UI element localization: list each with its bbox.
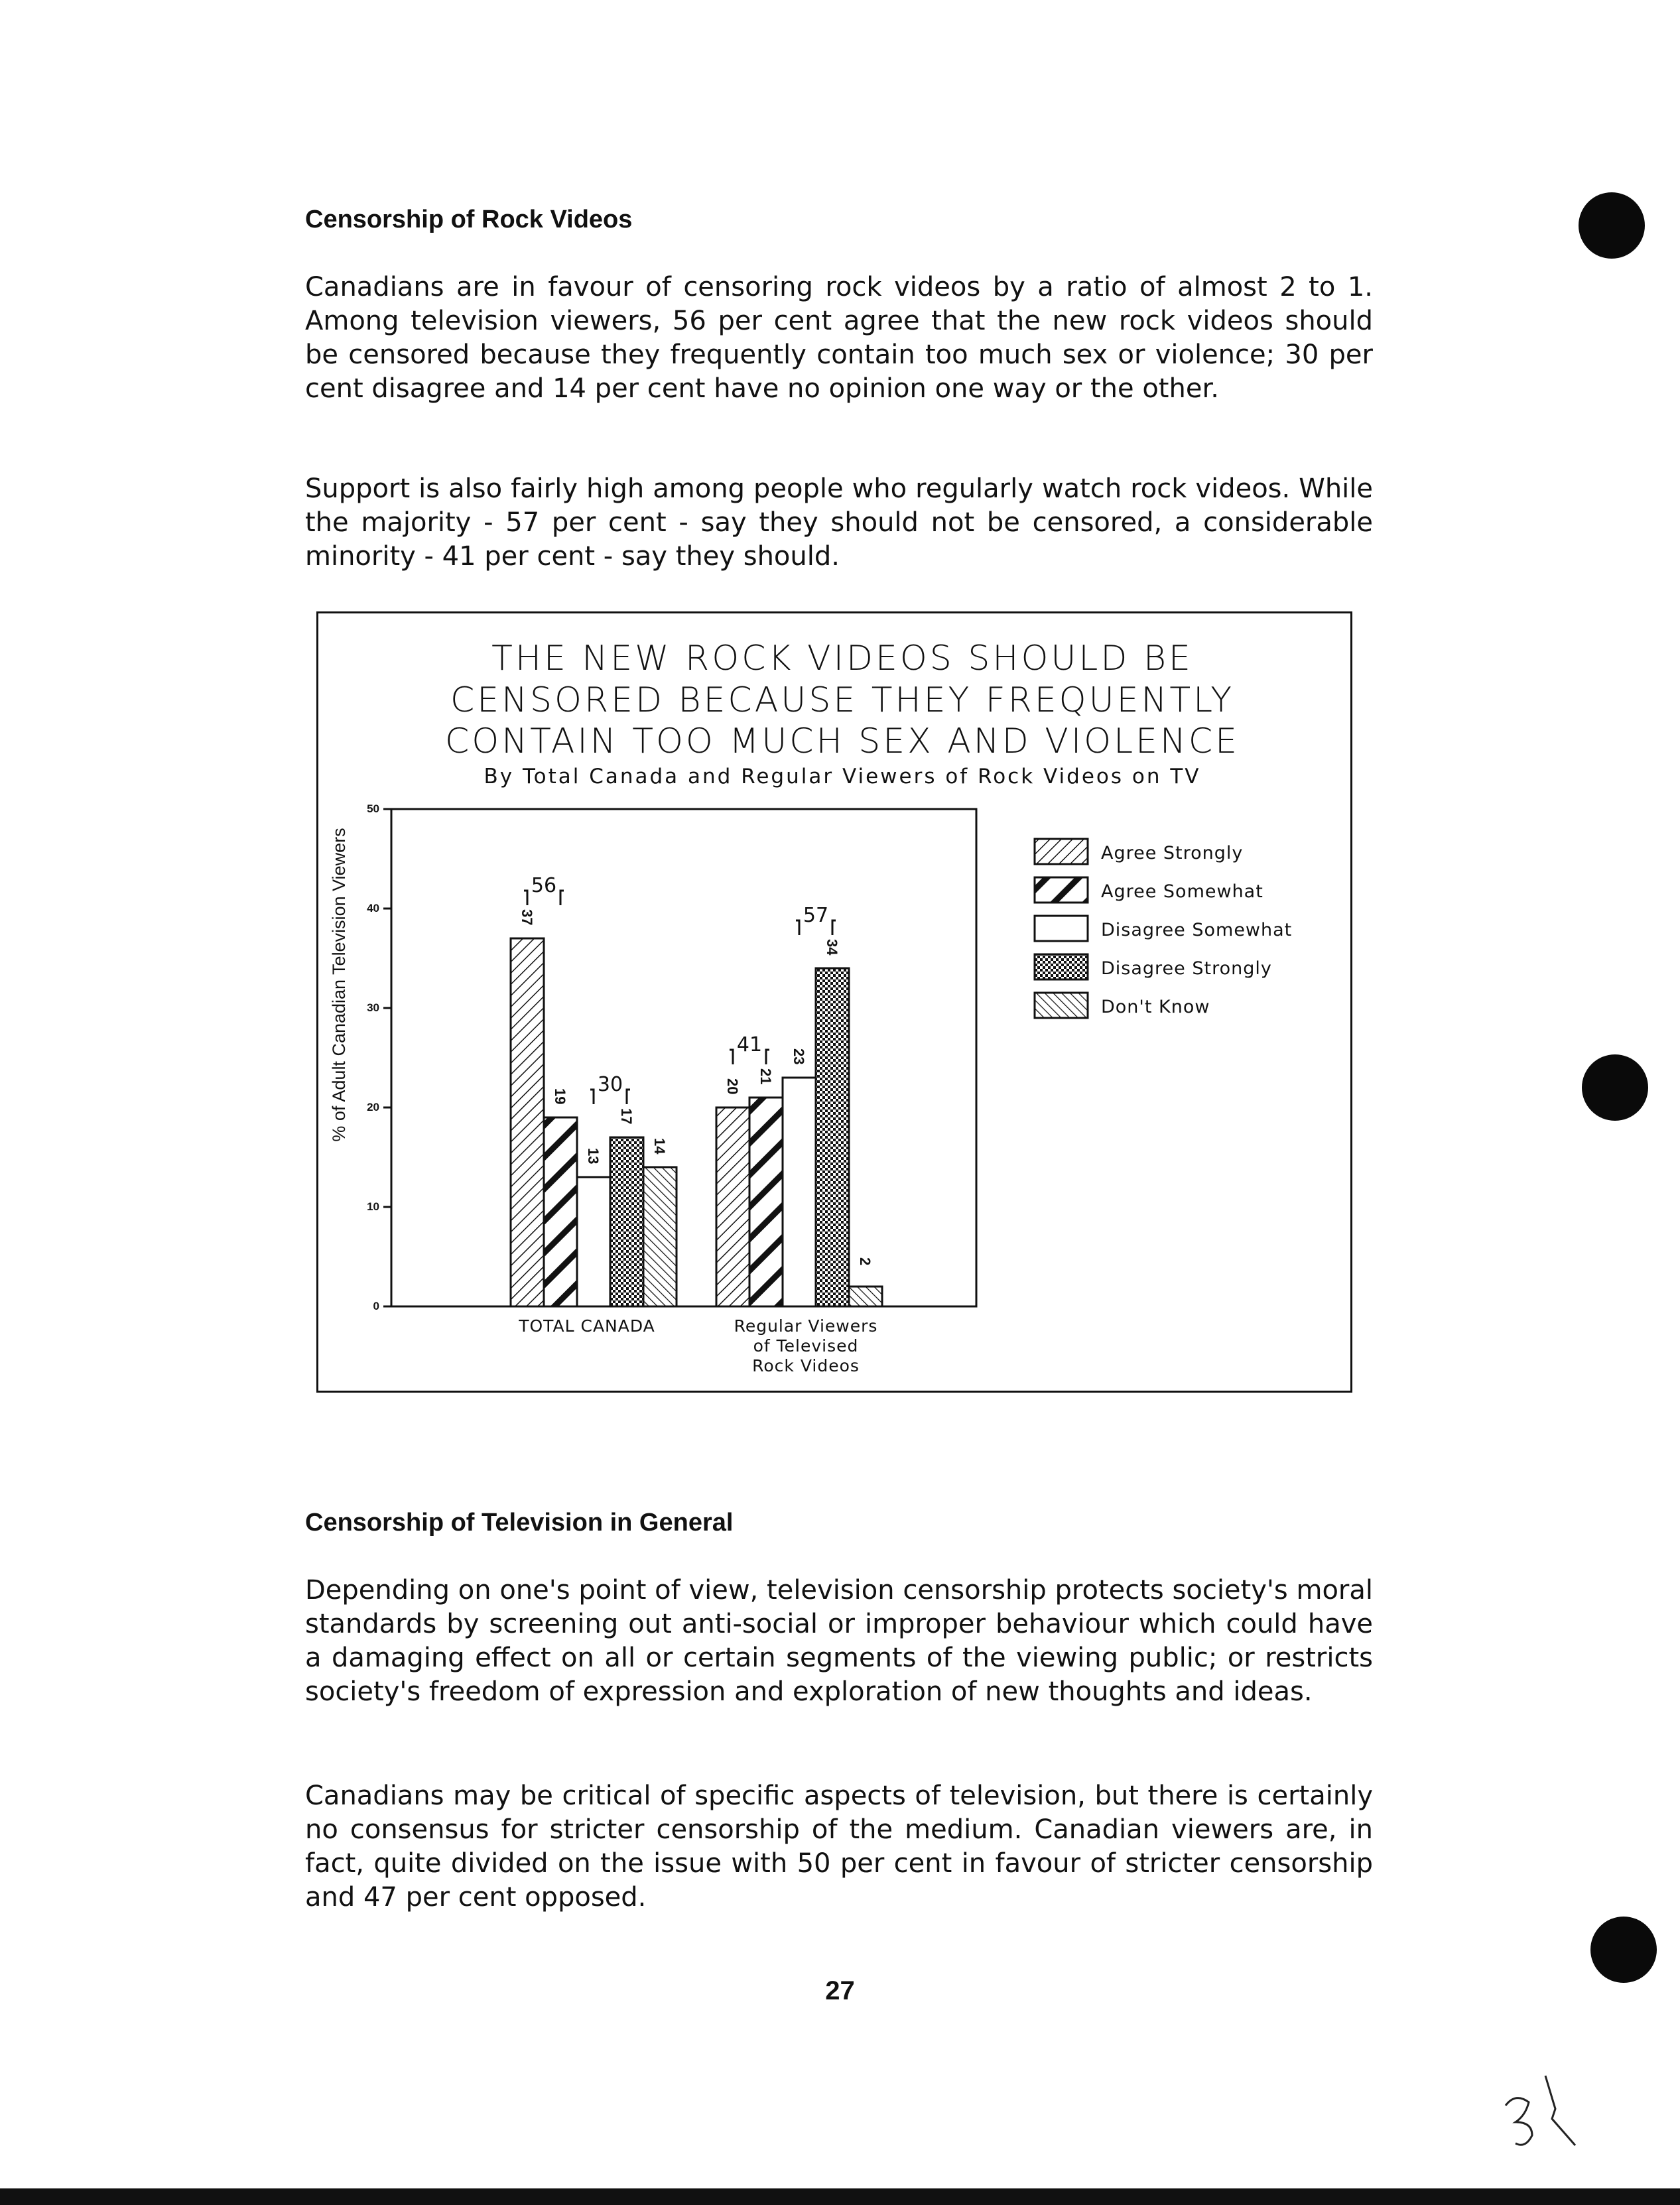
y-tick-label: 30	[367, 1001, 379, 1014]
bracket-total-label: 30	[597, 1073, 623, 1096]
bar	[749, 1098, 783, 1306]
bar	[511, 938, 544, 1306]
legend	[1035, 839, 1292, 1018]
bracket-right-line	[832, 920, 836, 935]
punch-hole-middle	[1582, 1054, 1648, 1121]
legend-swatch	[1035, 916, 1088, 941]
bar	[849, 1287, 882, 1306]
legend-swatch	[1035, 839, 1088, 864]
scan-bottom-edge	[0, 2188, 1680, 2205]
bracket-total-label: 41	[736, 1033, 763, 1056]
y-tick-label: 0	[373, 1300, 379, 1312]
bracket-annotations	[524, 874, 836, 1104]
chart-title-line-3: CONTAIN TOO MUCH SEX AND VIOLENCE	[445, 722, 1240, 761]
legend-swatch	[1035, 993, 1088, 1018]
bar-chart	[318, 613, 1350, 1391]
legend-swatch	[1035, 877, 1088, 903]
bar-value-label: 34	[824, 939, 840, 956]
bar-series	[511, 938, 882, 1306]
bracket-total-label: 57	[803, 904, 829, 927]
chart-title-line-2: CENSORED BECAUSE THEY FREQUENTLY	[450, 680, 1235, 720]
bracket-left-line	[730, 1050, 733, 1064]
legend-label: Don't Know	[1101, 997, 1210, 1017]
bar-value-label: 19	[552, 1088, 568, 1105]
chart-subtitle: By Total Canada and Regular Viewers of Rock Videos on TV	[484, 765, 1201, 788]
legend-item	[1035, 839, 1243, 864]
bar	[610, 1137, 643, 1306]
plot-frame	[391, 809, 976, 1306]
bar-value-label: 2	[857, 1257, 873, 1266]
legend-item	[1035, 916, 1292, 941]
chart-title-line-1: THE NEW ROCK VIDEOS SHOULD BE	[491, 639, 1193, 678]
legend-swatch	[1035, 954, 1088, 979]
legend-item	[1035, 954, 1272, 979]
legend-label: Disagree Strongly	[1101, 958, 1272, 979]
bracket-right-line	[766, 1050, 769, 1064]
bar-value-label: 14	[651, 1138, 668, 1155]
bracket-total-label: 56	[531, 874, 557, 897]
y-axis	[367, 802, 391, 1312]
bar	[783, 1078, 816, 1306]
legend-label: Agree Strongly	[1101, 843, 1244, 863]
category-label: Regular Viewers	[734, 1316, 878, 1336]
bracket	[590, 1073, 630, 1104]
bracket-left-line	[590, 1090, 594, 1104]
bar	[716, 1107, 749, 1306]
legend-item	[1035, 877, 1263, 903]
paragraph-rock-videos-2: Support is also fairly high among people who regularly watch rock videos. While the majority - 57 per cent - say they should not be censored, a considerable minority - 41 per cent - say they should.	[305, 473, 1373, 572]
y-tick-label: 40	[367, 902, 379, 914]
section-heading-television-general: Censorship of Television in General	[305, 1509, 734, 1537]
bar	[544, 1117, 577, 1306]
y-tick-label: 50	[367, 802, 379, 815]
bar	[816, 968, 849, 1306]
legend-label: Disagree Somewhat	[1101, 920, 1293, 940]
bar	[643, 1167, 677, 1306]
chart-panel	[316, 611, 1352, 1393]
bar-value-label: 37	[519, 909, 535, 926]
category-label: Rock Videos	[752, 1356, 860, 1375]
bracket	[730, 1033, 769, 1064]
paragraph-rock-videos-1: Canadians are in favour of censoring rock videos by a ratio of almost 2 to 1. Among television viewers, 56 per cent agree that the new rock videos should be censored because they frequently contain too much sex or violence; 30 per cent disagree and 14 per cent have no opinion one way or the other.	[305, 272, 1373, 404]
legend-label: Agree Somewhat	[1101, 881, 1263, 902]
punch-hole-bottom	[1590, 1917, 1657, 1983]
category-label: TOTAL CANADA	[519, 1316, 655, 1336]
page-number: 27	[825, 1976, 855, 2005]
bracket	[796, 904, 836, 935]
bracket-left-line	[796, 920, 799, 935]
bracket-left-line	[524, 891, 527, 905]
bar-value-label: 23	[791, 1048, 807, 1065]
punch-hole-top	[1579, 192, 1645, 259]
handwritten-mark	[1499, 2069, 1592, 2155]
paragraph-television-general-2: Canadians may be critical of specific aspects of television, but there is certainly no consensus for stricter censorship of the medium. Canadian viewers are, in fact, quite divided on the issue with 50 per cent in favour of stricter censorship and 47 per cent opposed.	[305, 1781, 1373, 1913]
bar-value-label: 21	[757, 1068, 774, 1085]
bar-value-label: 17	[618, 1108, 635, 1125]
bar-value-label: 13	[585, 1148, 602, 1165]
y-axis-label: % of Adult Canadian Television Viewers	[329, 828, 349, 1142]
paragraph-television-general-1: Depending on one's point of view, television censorship protects society's moral standards by screening out anti-social or improper behaviour which could have a damaging effect on all or certain segments of the viewing public; or restricts society's freedom of expression and exploration of new thoughts and ideas.	[305, 1575, 1373, 1707]
category-label: of Televised	[753, 1336, 859, 1355]
category-labels	[518, 1316, 877, 1375]
bar-value-label: 20	[724, 1078, 741, 1095]
bracket	[524, 874, 564, 905]
bar	[577, 1177, 610, 1306]
y-tick-label: 10	[367, 1200, 379, 1213]
bracket-right-line	[560, 891, 564, 905]
section-heading-rock-videos: Censorship of Rock Videos	[305, 206, 633, 233]
legend-item	[1035, 993, 1210, 1018]
y-tick-label: 20	[367, 1101, 379, 1113]
bracket-right-line	[627, 1090, 630, 1104]
